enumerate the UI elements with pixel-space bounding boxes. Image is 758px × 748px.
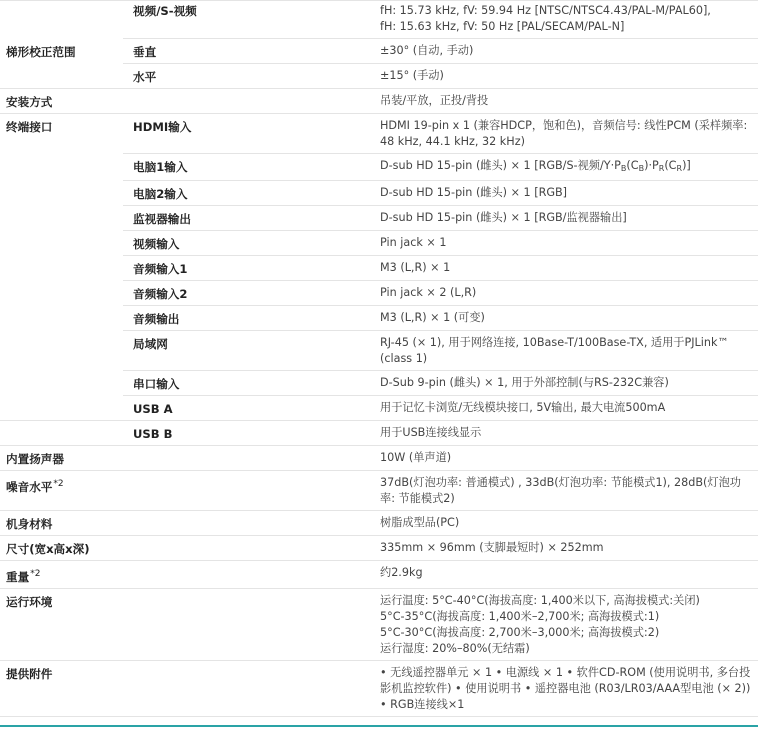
sub-label-usb-a: USB A <box>123 396 371 421</box>
sub-label-lan: 局域网 <box>123 331 371 371</box>
spec-row-noise <box>0 471 758 511</box>
category-terminals: 终端接口 <box>0 114 123 421</box>
sub-label-audio-out: 音频输出 <box>123 306 371 331</box>
spec-row-hdmi <box>0 114 758 154</box>
spec-row-weight <box>0 561 758 589</box>
footnote-marker: *2 <box>53 479 64 489</box>
value-video-s-line1: fH: 15.73 kHz, fV: 59.94 Hz [NTSC/NTSC4.43/PAL-M/PAL60], <box>380 4 711 17</box>
value-keystone-horizontal: ±15° (手动) <box>371 64 758 89</box>
sub-label-pc2: 电脑2输入 <box>123 181 371 206</box>
category-speaker: 内置扬声器 <box>0 446 123 471</box>
sub-label-empty <box>123 661 371 717</box>
value-usb-b: 用于USB连接线显示 <box>371 421 758 446</box>
value-pc1-prefix: D-sub HD 15-pin (雌头) × 1 [RGB/S-视频/Y·P <box>380 159 621 172</box>
value-usb-a: 用于记忆卡浏览/无线模块接口, 5V输出, 最大电流500mA <box>371 396 758 421</box>
sub-label-empty <box>123 589 371 661</box>
spec-row-env <box>0 589 758 661</box>
sub-label-monitor: 监视器输出 <box>123 206 371 231</box>
sub-label-empty <box>123 471 371 511</box>
value-audio2: Pin jack × 2 (L,R) <box>371 281 758 306</box>
value-noise: 37dB(灯泡功率: 普通模式) , 33dB(灯泡功率: 节能模式1), 28dB(灯泡功率: 节能模式2) <box>371 471 758 511</box>
value-audio1: M3 (L,R) × 1 <box>371 256 758 281</box>
value-pc2: D-sub HD 15-pin (雌头) × 1 [RGB] <box>371 181 758 206</box>
value-env-line1: 运行温度: 5°C-40°C(海拔高度: 1,400米以下, 高海拔模式:关闭) <box>380 594 700 607</box>
footnote-marker: *2 <box>30 569 41 579</box>
sub-label-empty <box>123 446 371 471</box>
value-pc1-mid2: )·P <box>644 159 659 172</box>
value-monitor: D-sub HD 15-pin (雌头) × 1 [RGB/监视器输出] <box>371 206 758 231</box>
category-material: 机身材料 <box>0 511 123 536</box>
value-audio-out: M3 (L,R) × 1 (可变) <box>371 306 758 331</box>
sub-label-empty <box>123 536 371 561</box>
category-install: 安装方式 <box>0 89 123 114</box>
sub-label-empty <box>123 511 371 536</box>
subscript-b2: B <box>638 164 645 173</box>
subscript-r: R <box>658 164 665 173</box>
value-install: 吊装/平放，正投/背投 <box>371 89 758 114</box>
bottom-accent-rule <box>0 725 758 727</box>
spec-row-size <box>0 536 758 561</box>
subscript-b: B <box>620 164 627 173</box>
spec-row-material <box>0 511 758 536</box>
value-accessories: • 无线遥控器单元 × 1 • 电源线 × 1 • 软件CD-ROM (使用说明书, 多台投影机监控软件) • 使用说明书 • 遥控器电池 (R03/LR03/AAA型电池 (× 2)) • RGB连接线×1 <box>371 661 758 717</box>
value-size: 335mm × 96mm (支脚最短时) × 252mm <box>371 536 758 561</box>
value-hdmi: HDMI 19-pin x 1 (兼容HDCP，饱和色)，音频信号: 线性PCM (采样频率: 48 kHz, 44.1 kHz, 32 kHz) <box>371 114 758 154</box>
value-video-s <box>371 1 758 39</box>
subscript-r2: R <box>676 164 683 173</box>
sub-label-audio2: 音频输入2 <box>123 281 371 306</box>
value-serial: D-Sub 9-pin (雌头) × 1, 用于外部控制(与RS-232C兼容) <box>371 371 758 396</box>
value-pc1-mid3: (C <box>664 159 677 172</box>
sub-label-empty <box>123 561 371 589</box>
category-cell <box>0 421 123 446</box>
spec-row-install <box>0 89 758 114</box>
spec-row-accessories <box>0 661 758 717</box>
category-noise-label: 噪音水平 <box>6 480 53 494</box>
sub-label-empty <box>123 89 371 114</box>
category-weight-label: 重量 <box>6 570 30 584</box>
value-pc1-suffix: )] <box>682 159 691 172</box>
value-env-line3: 5°C-30°C(海拔高度: 2,700米–3,000米; 高海拔模式:2) <box>380 626 660 639</box>
value-lan: RJ-45 (× 1), 用于网络连接, 10Base-T/100Base-TX, 适用于PJLink™ (class 1) <box>371 331 758 371</box>
value-video-s-line2: fH: 15.63 kHz, fV: 50 Hz [PAL/SECAM/PAL-N] <box>380 20 625 33</box>
category-size: 尺寸(宽x高x深) <box>0 536 123 561</box>
value-env-line4: 运行湿度: 20%–80%(无结霜) <box>380 642 530 655</box>
sub-label-video-s: 视频/S-视频 <box>123 1 371 39</box>
sub-label-keystone-horizontal: 水平 <box>123 64 371 89</box>
value-env-line2: 5°C-35°C(海拔高度: 1,400米–2,700米; 高海拔模式:1) <box>380 610 660 623</box>
category-accessories: 提供附件 <box>0 661 123 717</box>
spec-row-keystone-vertical <box>0 39 758 64</box>
sub-label-serial: 串口输入 <box>123 371 371 396</box>
sub-label-video-in: 视频输入 <box>123 231 371 256</box>
value-video-in: Pin jack × 1 <box>371 231 758 256</box>
value-keystone-vertical: ±30° (自动, 手动) <box>371 39 758 64</box>
spec-row-video-s <box>0 1 758 39</box>
value-speaker: 10W (单声道) <box>371 446 758 471</box>
sub-label-audio1: 音频输入1 <box>123 256 371 281</box>
value-pc1 <box>371 154 758 181</box>
value-pc1-mid1: (C <box>626 159 639 172</box>
category-keystone: 梯形校正范围 <box>0 39 123 89</box>
value-weight: 约2.9kg <box>371 561 758 589</box>
sub-label-hdmi: HDMI输入 <box>123 114 371 154</box>
value-env <box>371 589 758 661</box>
category-env: 运行环境 <box>0 589 123 661</box>
value-material: 树脂成型品(PC) <box>371 511 758 536</box>
spec-row-speaker <box>0 446 758 471</box>
sub-label-pc1: 电脑1输入 <box>123 154 371 181</box>
spec-row-usb-b <box>0 421 758 446</box>
category-noise <box>0 471 123 511</box>
category-weight <box>0 561 123 589</box>
sub-label-keystone-vertical: 垂直 <box>123 39 371 64</box>
category-cell <box>0 1 123 39</box>
sub-label-usb-b: USB B <box>123 421 371 446</box>
